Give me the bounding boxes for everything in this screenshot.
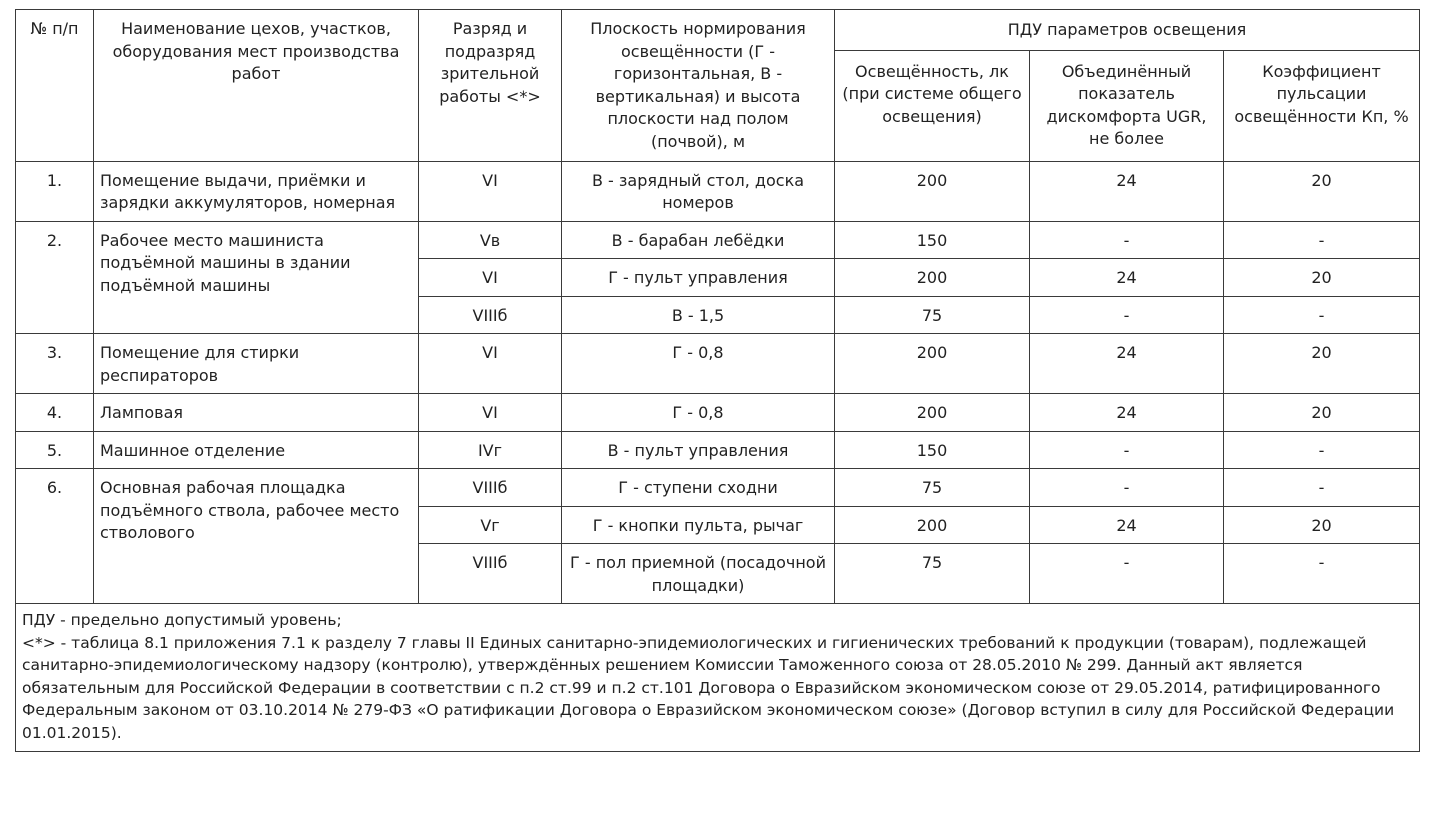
cell-illuminance: 150	[835, 221, 1030, 259]
cell-pulsation: 20	[1224, 259, 1420, 297]
cell-num: 6.	[16, 469, 94, 604]
header-name: Наименование цехов, участков, оборудования мест производства работ	[94, 10, 419, 162]
note-footnote: <*> - таблица 8.1 приложения 7.1 к разделу 7 главы II Единых санитарно-эпидемиологических и гигиенических требований к продукции (товарам), подлежащей санитарно-эпидемиологическому надзору (контролю), утверждённых решением Комиссии Таможенного союза от 28.05.2010 № 299. Данный акт является обязательным для Российской Федерации в соответствии с п.2 ст.99 и п.2 ст.101 Договора о Евразийском экономическом союзе от 29.05.2014, ратифицированного Федеральным законом от 03.10.2014 № 279-ФЗ «О ратификации Договора о Евразийском экономическом союзе» (Договор вступил в силу для Российской Федерации 01.01.2015).	[22, 633, 1395, 742]
cell-num: 2.	[16, 221, 94, 334]
header-num: № п/п	[16, 10, 94, 162]
table-row	[16, 161, 1420, 221]
cell-num: 3.	[16, 334, 94, 394]
cell-ugr: -	[1030, 296, 1224, 334]
cell-category: VI	[419, 394, 562, 432]
cell-ugr: 24	[1030, 161, 1224, 221]
table-row	[16, 431, 1420, 469]
table-row	[16, 334, 1420, 394]
table-body	[16, 161, 1420, 604]
cell-category: Vв	[419, 221, 562, 259]
cell-plane: Г - 0,8	[562, 334, 835, 394]
cell-name: Основная рабочая площадка подъёмного ствола, рабочее место стволового	[94, 469, 419, 604]
header-ugr: Объединённый показатель дискомфорта UGR, не более	[1030, 50, 1224, 161]
cell-ugr: 24	[1030, 394, 1224, 432]
header-pulsation: Коэффициент пульсации освещённости Кп, %	[1224, 50, 1420, 161]
cell-illuminance: 75	[835, 296, 1030, 334]
table-header	[16, 10, 1420, 162]
header-group-pdu: ПДУ параметров освещения	[835, 10, 1420, 51]
cell-name: Ламповая	[94, 394, 419, 432]
table-row	[16, 394, 1420, 432]
cell-ugr: -	[1030, 431, 1224, 469]
cell-pulsation: 20	[1224, 334, 1420, 394]
cell-ugr: 24	[1030, 506, 1224, 544]
cell-illuminance: 200	[835, 506, 1030, 544]
cell-pulsation: -	[1224, 469, 1420, 507]
cell-category: IVг	[419, 431, 562, 469]
cell-pulsation: -	[1224, 296, 1420, 334]
header-illuminance: Освещённость, лк (при системе общего освещения)	[835, 50, 1030, 161]
cell-plane: Г - пол приемной (посадочной площадки)	[562, 544, 835, 604]
cell-name: Помещение для стирки респираторов	[94, 334, 419, 394]
cell-plane: Г - пульт управления	[562, 259, 835, 297]
cell-category: VI	[419, 161, 562, 221]
cell-illuminance: 150	[835, 431, 1030, 469]
cell-pulsation: 20	[1224, 394, 1420, 432]
cell-pulsation: -	[1224, 221, 1420, 259]
cell-pulsation: 20	[1224, 506, 1420, 544]
table-notes	[16, 604, 1420, 752]
cell-ugr: -	[1030, 469, 1224, 507]
cell-plane: Г - 0,8	[562, 394, 835, 432]
cell-pulsation: 20	[1224, 161, 1420, 221]
lighting-norms-table	[15, 9, 1420, 752]
cell-num: 5.	[16, 431, 94, 469]
cell-plane: Г - ступени сходни	[562, 469, 835, 507]
cell-category: VI	[419, 259, 562, 297]
cell-ugr: 24	[1030, 259, 1224, 297]
header-plane: Плоскость нормирования освещённости (Г - горизонтальная, В - вертикальная) и высота плоскости над полом (почвой), м	[562, 10, 835, 162]
cell-category: VIIIб	[419, 296, 562, 334]
cell-plane: В - барабан лебёдки	[562, 221, 835, 259]
note-abbreviation: ПДУ - предельно допустимый уровень;	[22, 611, 342, 629]
cell-name: Помещение выдачи, приёмки и зарядки аккумуляторов, номерная	[94, 161, 419, 221]
cell-illuminance: 75	[835, 469, 1030, 507]
cell-plane: Г - кнопки пульта, рычаг	[562, 506, 835, 544]
cell-plane: В - зарядный стол, доска номеров	[562, 161, 835, 221]
cell-category: VIIIб	[419, 469, 562, 507]
cell-ugr: 24	[1030, 334, 1224, 394]
cell-ugr: -	[1030, 221, 1224, 259]
cell-num: 1.	[16, 161, 94, 221]
cell-pulsation: -	[1224, 544, 1420, 604]
cell-category: VI	[419, 334, 562, 394]
cell-illuminance: 75	[835, 544, 1030, 604]
cell-name: Рабочее место машиниста подъёмной машины в здании подъёмной машины	[94, 221, 419, 334]
cell-illuminance: 200	[835, 334, 1030, 394]
cell-category: Vг	[419, 506, 562, 544]
cell-illuminance: 200	[835, 394, 1030, 432]
table-row	[16, 221, 1420, 259]
cell-category: VIIIб	[419, 544, 562, 604]
cell-plane: В - 1,5	[562, 296, 835, 334]
cell-name: Машинное отделение	[94, 431, 419, 469]
cell-ugr: -	[1030, 544, 1224, 604]
header-category: Разряд и подразряд зрительной работы <*>	[419, 10, 562, 162]
table-row	[16, 469, 1420, 507]
cell-pulsation: -	[1224, 431, 1420, 469]
cell-illuminance: 200	[835, 161, 1030, 221]
cell-plane: В - пульт управления	[562, 431, 835, 469]
cell-num: 4.	[16, 394, 94, 432]
cell-illuminance: 200	[835, 259, 1030, 297]
